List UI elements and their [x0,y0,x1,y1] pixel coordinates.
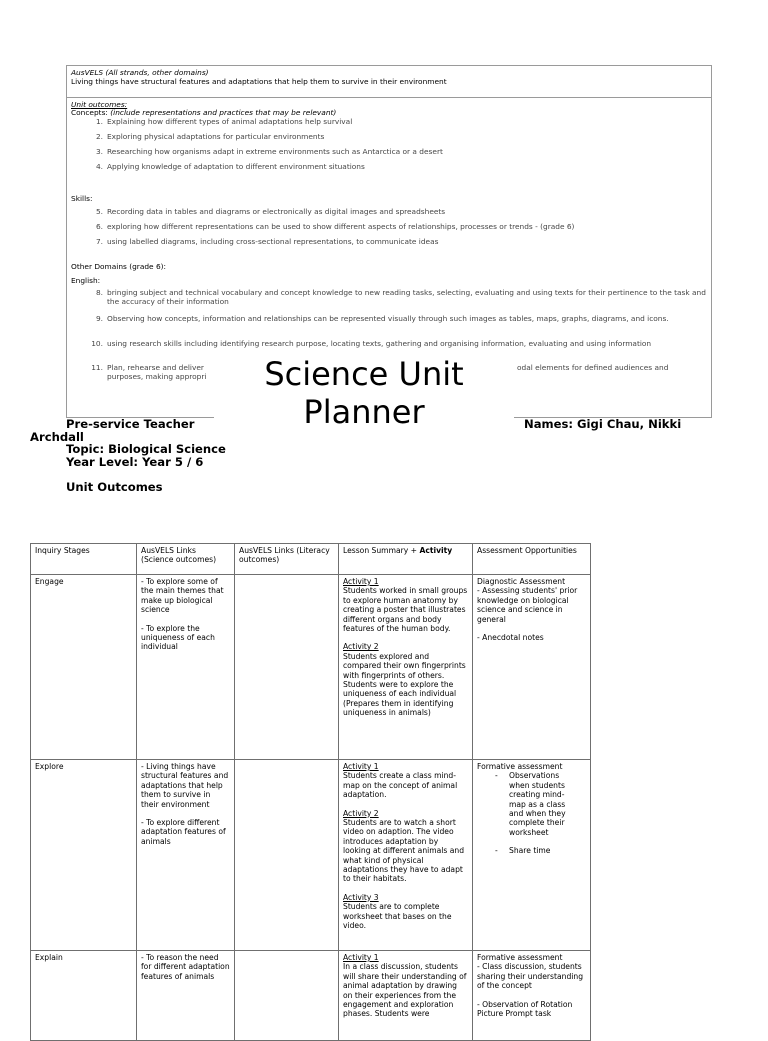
concepts-label: Concepts: [71,108,111,117]
list-item: 4. Applying knowledge of adaptation to different environment situations [95,162,365,171]
assessment-explain: Formative assessment - Class discussion, students sharing their understanding of the concept - Observation of Rotation Picture Prompt task [473,951,591,1041]
list-item: 10. using research skills including identifying research purpose, locating texts, gathering and organising information, evaluating and using information [91,339,652,348]
table-row [31,951,591,1041]
concepts-list [71,118,707,178]
lesson-explore: Activity 1 Students create a class mind-map on the concept of animal adaptation. Activity 2 Students are to watch a short video on adaption. The video introduces adaptation by looking at different animals and what kind of physical adaptations they have to adapt to their habitats. Activity 3 Students are to complete worksheet that bases on the video. [339,760,473,951]
list-item: - Observations when students creating mind-map as a class and when they complete their worksheet [495,771,566,837]
topic: Topic: Biological Science [66,442,226,456]
skills-list [71,208,707,253]
science-links-engage: - To explore some of the main themes that make up biological science - To explore the uniqueness of each individual [137,575,235,760]
table-header-row [31,544,591,575]
year-level: Year Level: Year 5 / 6 [66,455,204,469]
teacher-label: Pre-service Teacher [66,418,198,431]
science-links-explain: - To reason the need for different adaptation features of animals [137,951,235,1041]
list-item: 9. Observing how concepts, information and relationships can be represented visually through such images as tables, maps, graphs, diagrams, and icons. [95,314,669,323]
lesson-engage: Activity 1 Students worked in small groups to explore human anatomy by creating a poster that illustrates different organs and body features of the human body. Activity 2 Students explored and compared their own fingerprints with fingerprints of others. Students were to explore the uniqueness of each individual (Prepares them in identifying uniqueness in animals) [339,575,473,760]
teacher-names-cont: Archdall [30,430,84,444]
header-lesson: Lesson Summary + Activity [339,544,473,575]
list-item: 1. Explaining how different types of animal adaptations help survival [95,117,353,126]
list-item: 11. Plan, rehearse and deliver odal elements for defined audiences and [91,363,669,372]
concepts-note: (include representations and practices that may be relevant) [110,108,337,117]
ausvels-body [67,100,711,382]
assessment-explore: Formative assessment - Observations when students creating mind-map as a class and when they complete their worksheet - Share time [473,760,591,951]
literacy-links-engage [235,575,339,760]
literacy-links-explore [235,760,339,951]
table-row [31,760,591,951]
literacy-links-explain [235,951,339,1041]
ausvels-header [67,68,711,98]
teacher-names: Names: Gigi Chau, Nikki [520,418,681,431]
ausvels-statement: Living things have structural features and adaptations that help them to survive in their environment [71,77,447,86]
english-label: English: [71,276,101,285]
list-item: 5. Recording data in tables and diagrams or electronically as digital images and spreadsheets [95,207,446,216]
assessment-engage: Diagnostic Assessment - Assessing students' prior knowledge on biological science and science in general - Anecdotal notes [473,575,591,760]
list-item: - Share time [495,846,551,856]
other-domains-label: Other Domains (grade 6): [71,262,167,271]
page-title: Science Unit Planner [214,355,514,431]
list-item: 7. using labelled diagrams, including cross-sectional representations, to communicate ideas [95,237,439,246]
concepts-label-line [71,108,707,117]
header-literacy: AusVELS Links (Literacy outcomes) [235,544,339,575]
ausvels-heading: AusVELS (All strands, other domains) [71,68,209,77]
lesson-explain: Activity 1 In a class discussion, students will share their understanding of animal adaptation by drawing on their experiences from the engagement and exploration phases. Students were [339,951,473,1041]
planner-table [30,543,591,1041]
stage-explore: Explore [31,760,137,951]
stage-engage: Engage [31,575,137,760]
stage-explain: Explain [31,951,137,1041]
english-11-tail: odal elements for defined audiences and [517,363,669,372]
list-item: 8. bringing subject and technical vocabulary and concept knowledge to new reading tasks, selecting, evaluating and using texts for their pertinence to the task and the accuracy of their information [95,288,706,306]
list-item: 3. Researching how organisms adapt in extreme environments such as Antarctica or a desert [95,147,443,156]
list-item: 2. Exploring physical adaptations for particular environments [95,132,325,141]
list-item: purposes, making appropri [107,372,207,381]
header-assessment: Assessment Opportunities [473,544,591,575]
unit-outcomes-heading: Unit Outcomes [66,480,163,494]
header-stages: Inquiry Stages [31,544,137,575]
science-links-explore: - Living things have structural features and adaptations that help them to survive in their environment - To explore different adaptation features of animals [137,760,235,951]
header-science: AusVELS Links (Science outcomes) [137,544,235,575]
table-row [31,575,591,760]
unit-outcomes-label: Unit outcomes: [71,100,128,109]
skills-label: Skills: [71,194,93,203]
assessment-list [477,771,586,855]
list-item: 6. exploring how different representations can be used to show different aspects of relationships, processes or trends - (grade 6) [95,222,575,231]
